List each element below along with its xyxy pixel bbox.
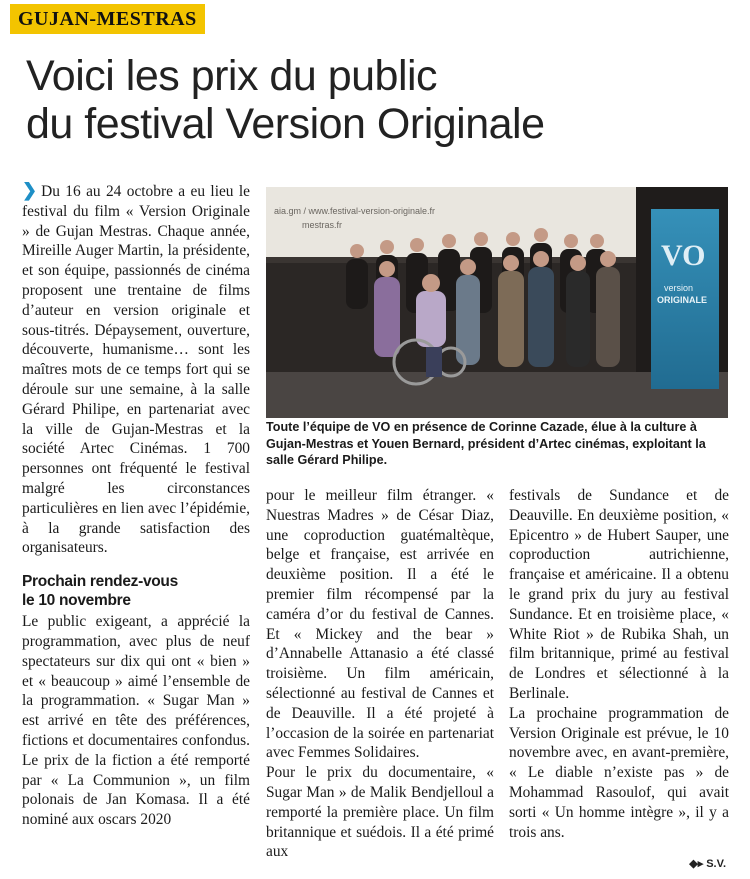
photo-caption: Toute l’équipe de VO en présence de Corinne Cazade, élue à la culture à Gujan-Mestras et Youen Bernard, président d’Artec cinémas, exploitant la salle Gérard Philipe. xyxy=(266,420,706,467)
poster-logo: VO xyxy=(661,239,706,272)
section-kicker: GUJAN-MESTRAS xyxy=(10,4,205,34)
body-paragraph: Le public exigeant, a apprécié la programmation, avec plus de neuf spectateurs sur dix qui ont « bien » et « beaucoup » aimé l’ensemble de la programmation. « Sugar Man » est arrivé en tête des préférences, fictions et documentaires confondus. Le prix de la fiction a été remporté par « La Communion », un film polonais de Jan Komasa. Il a été nominé aux oscars 2020 xyxy=(22,613,250,829)
poster-title-1: version xyxy=(664,283,694,293)
article-column-2 xyxy=(266,486,494,862)
subheading-line-1: Prochain rendez-vous xyxy=(22,573,178,591)
headline xyxy=(26,52,726,148)
body-paragraph: Pour le prix du documentaire, « Sugar Man » de Malik Bendjelloul a remporté la première place. Un film britannique et suédois. Il a été primé aux xyxy=(266,764,494,861)
screen-text: aia.gm / www.festival-version-originale.fr xyxy=(274,206,436,216)
headline-line-2: du festival Version Originale xyxy=(26,100,545,148)
article-column-3 xyxy=(509,486,729,842)
headline-line-1: Voici les prix du public xyxy=(26,52,438,100)
intro-text: Du 16 au 24 octobre a eu lieu le festival du film « Version Originale » de Gujan Mestras. Chaque année, Mireille Auger Martin, la présidente, et son équipe, passionnés de cinéma proposent une trentaine de films d’auteur en version originale et sous-titrés. Dépaysement, ouverture, découverte, humanisme… sont les maîtres mots de ce temps fort qui se déroule sur une semaine, à la salle Gérard Philipe, en partenariat avec la ville de Gujan-Mestras et la société Artec Cinémas. 1 700 personnes ont fréquenté le festival malgré les circonstances particulières en lien avec l’épidémie, à la grande satisfaction des organisateurs. xyxy=(22,183,250,557)
signature-text: S.V. xyxy=(706,858,726,870)
body-paragraph: pour le meilleur film étranger. « Nuestras Madres » de César Diaz, une coproduction guatémaltèque, belge et française, est arrivée en deuxième position. Il a été le premier film récompensé par la caméra d’or du festival de Cannes. Et « Mickey and the bear » d’Annabelle Attanasio a été classé troisième. Un film américain, sélectionné au festival de Cannes et de Deauville. Il a été projeté à l’occasion de la soirée en partenariat avec Femmes Solidaires. xyxy=(266,487,494,762)
signature-arrow-icon: ◆▸ xyxy=(689,858,704,870)
author-signature xyxy=(689,857,726,870)
subheading-line-2: le 10 novembre xyxy=(22,592,131,610)
article-photo xyxy=(266,187,728,418)
poster-title-2: ORIGINALE xyxy=(657,295,708,305)
vo-poster xyxy=(651,209,719,389)
intro-paragraph xyxy=(22,181,250,558)
screen-text-2: mestras.fr xyxy=(302,220,343,230)
subheading xyxy=(22,572,250,610)
article-column-1 xyxy=(22,181,250,830)
body-paragraph: La prochaine programmation de Version Originale est prévue, le 10 novembre avec, en avant-première, « Le diable n’existe pas » de Mohammad Rasoulof, qui avait sorti « Un homme intègre », il y a trois ans. xyxy=(509,704,729,841)
body-paragraph: festivals de Sundance et de Deauville. En deuxième position, « Epicentro » de Hubert Sauper, une coproduction autrichienne, française et américaine. Il a obtenu le grand prix du jury au festival Sundance. Et en troisième place, « White Riot » de Rubika Shah, un film britannique, primé au festival de Londres et sélectionné à la Berlinale. xyxy=(509,487,729,702)
chevron-icon: ❯ xyxy=(22,180,38,200)
